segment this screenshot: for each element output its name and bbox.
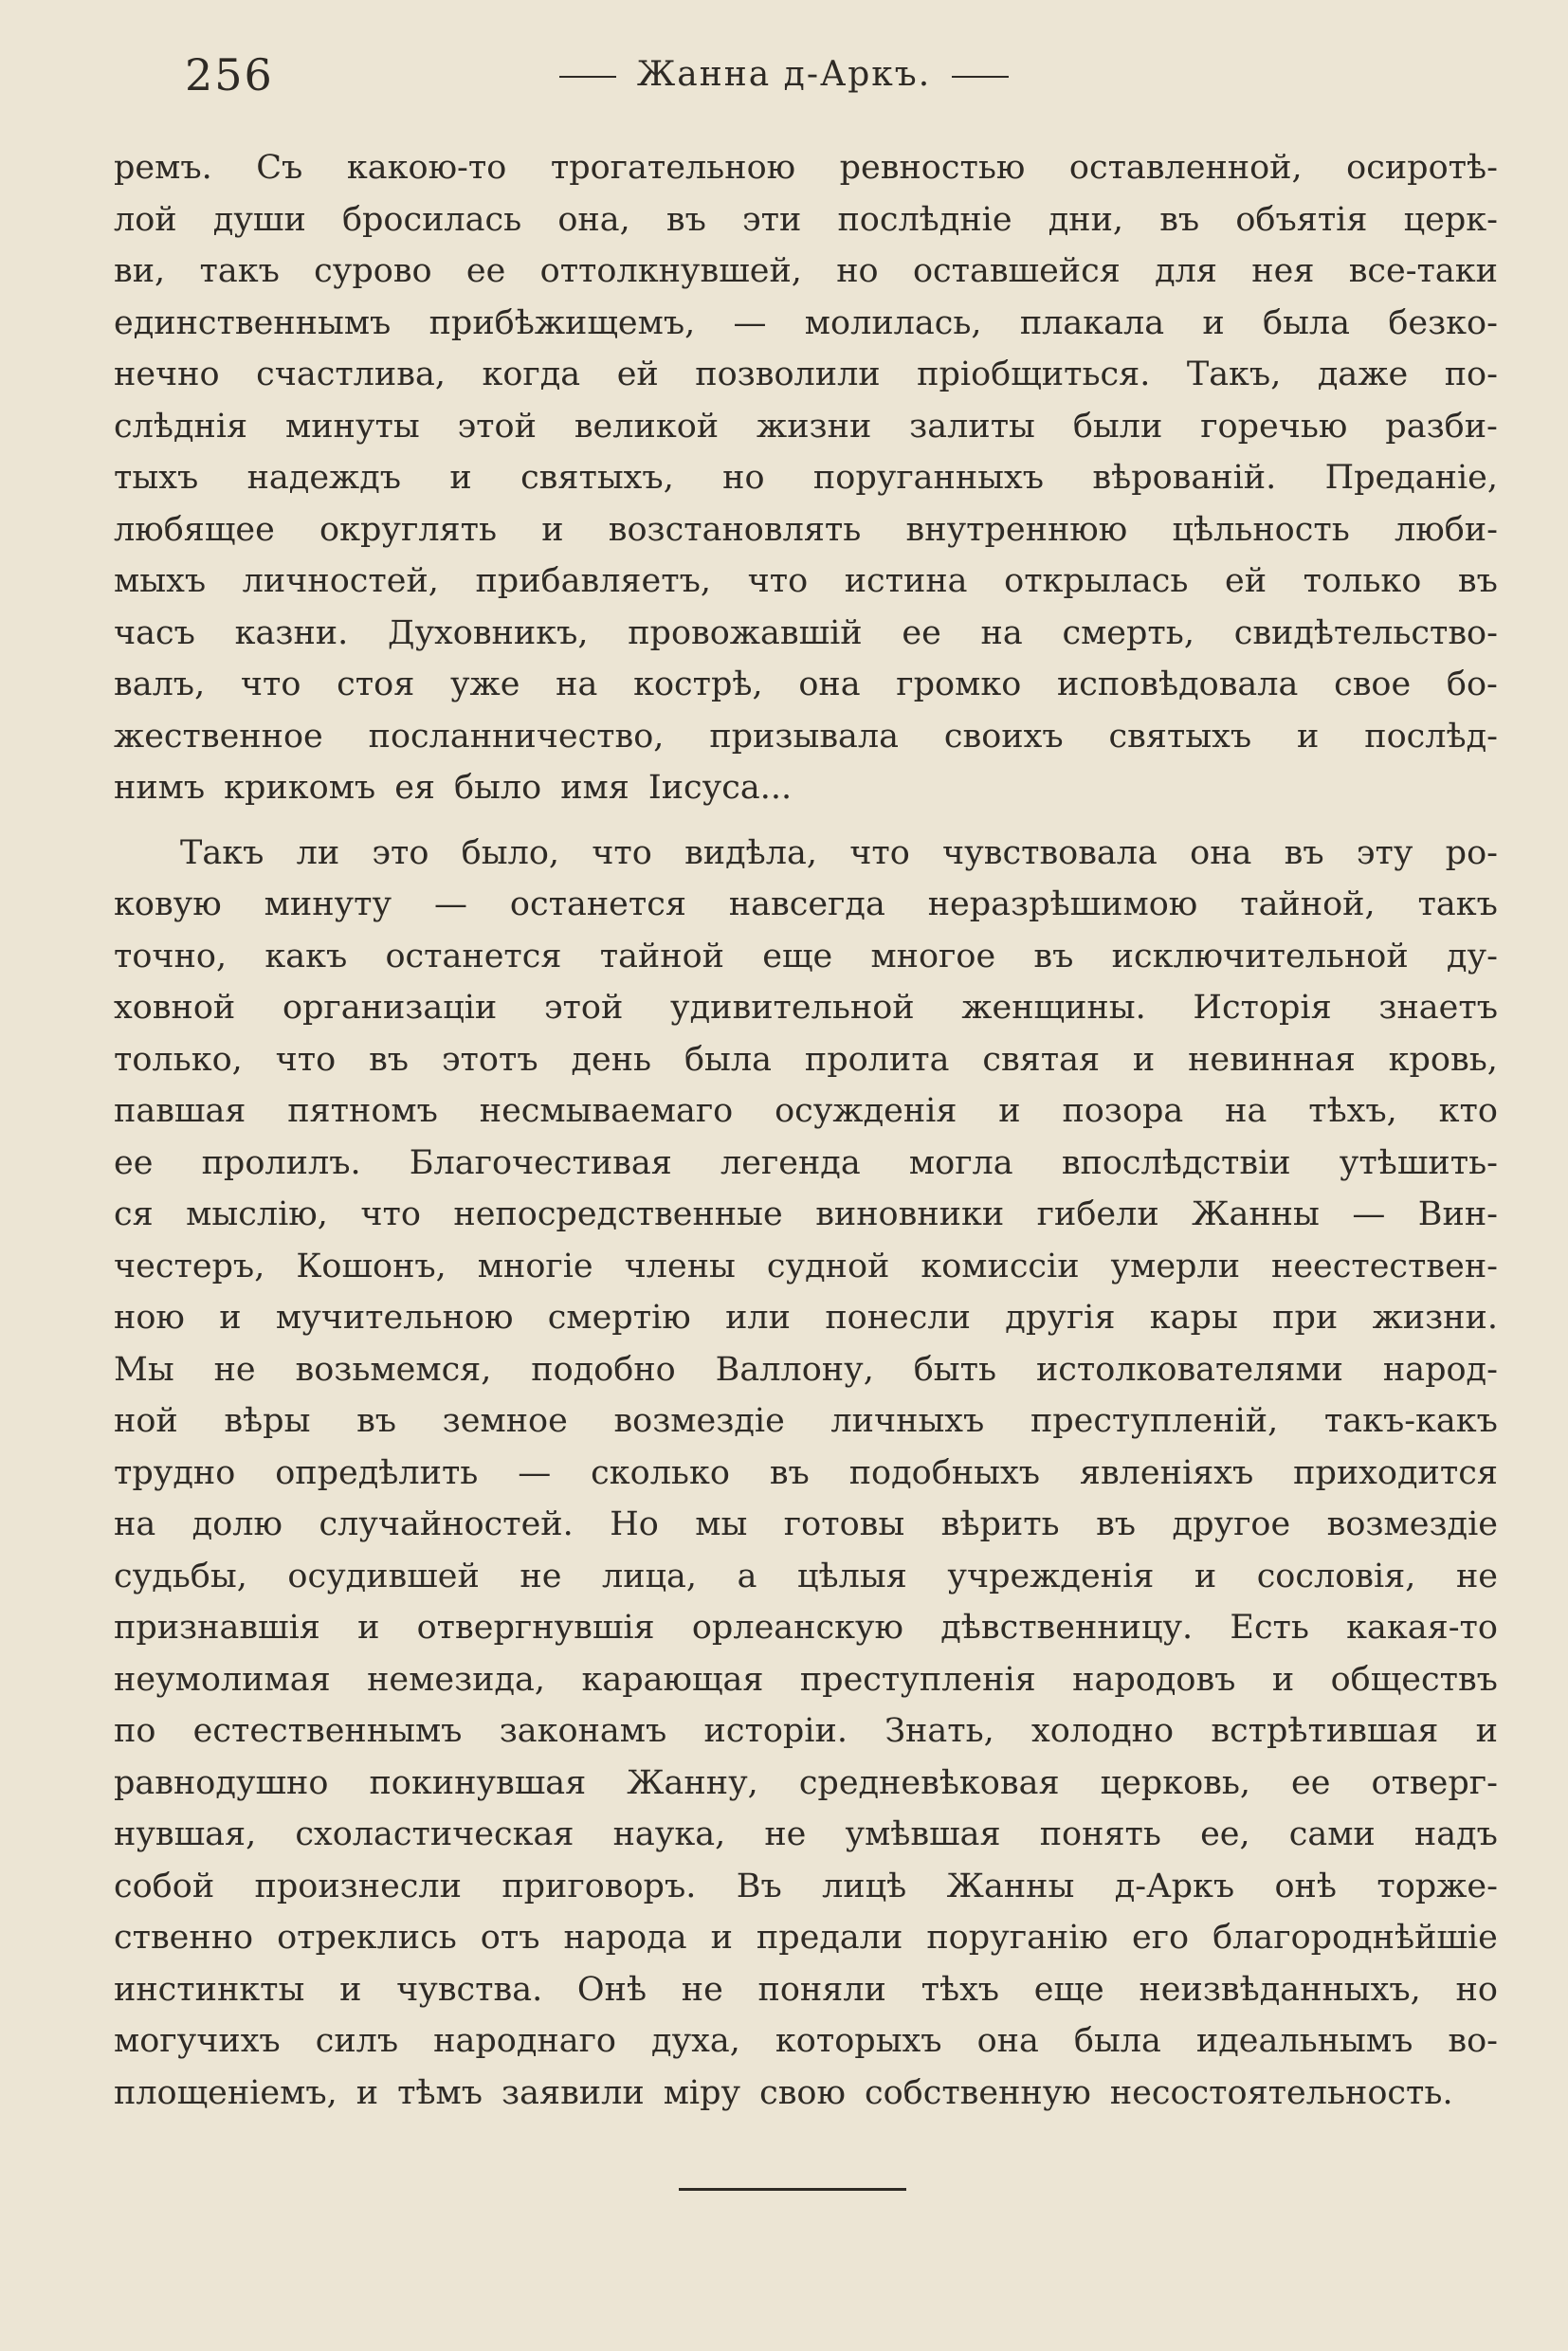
- text-line: нувшая, схоластическая наука, не умѣвшая понять ее, сами надъ: [114, 1815, 1498, 1853]
- closing-rule: [679, 2188, 906, 2191]
- text-line: Мы не возьмемся, подобно Валлону, быть истолкователями народ-: [114, 1350, 1498, 1389]
- text-line: по естественнымъ законамъ исторіи. Знать, холодно встрѣтившая и: [114, 1712, 1498, 1750]
- text-line: ственно отреклись отъ народа и предали поруганію его благороднѣйшіе: [114, 1919, 1498, 1957]
- text-line: лой души бросилась она, въ эти послѣдніе дни, въ объятія церк-: [114, 200, 1498, 239]
- running-head-title: Жанна д-Аркъ.: [636, 55, 932, 94]
- text-line: жественное посланничество, призывала своихъ святыхъ и послѣд-: [114, 717, 1498, 756]
- text-line: валъ, что стоя уже на кострѣ, она громко исповѣдовала свое бо-: [114, 665, 1498, 703]
- text-line: ною и мучительною смертію или понесли другія кары при жизни.: [114, 1299, 1498, 1337]
- text-line: неумолимая немезида, карающая преступленія народовъ и обществъ: [114, 1660, 1498, 1699]
- text-line: тыхъ надеждъ и святыхъ, но поруганныхъ вѣрованій. Преданіе,: [114, 459, 1498, 497]
- text-line: часъ казни. Духовникъ, провожавшій ее на смерть, свидѣтельство-: [114, 613, 1498, 652]
- text-line: нечно счастлива, когда ей позволили пріобщиться. Такъ, даже по-: [114, 355, 1498, 393]
- text-line: ховной организаціи этой удивительной женщины. Исторія знаетъ: [114, 989, 1498, 1027]
- text-line: только, что въ этотъ день была пролита святая и невинная кровь,: [114, 1040, 1498, 1079]
- text-line: честеръ, Кошонъ, многіе члены судной комиссіи умерли неестествен-: [114, 1247, 1498, 1285]
- header-dash-right: [952, 76, 1009, 78]
- header-dash-left: [559, 76, 616, 78]
- text-line: ремъ. Съ какою-то трогательною ревностью оставленной, осиротѣ-: [114, 149, 1498, 187]
- text-line: ви, такъ сурово ее оттолкнувшей, но оставшейся для нея все-таки: [114, 252, 1498, 290]
- running-head: [0, 55, 1568, 94]
- text-line: равнодушно покинувшая Жанну, средневѣковая церковь, ее отверг-: [114, 1763, 1498, 1802]
- text-line: площеніемъ, и тѣмъ заявили міру свою собственную несостоятельность.: [114, 2073, 1453, 2112]
- text-line: нимъ крикомъ ея было имя Іисуса...: [114, 769, 793, 807]
- text-line: павшая пятномъ несмываемаго осужденія и позора на тѣхъ, кто: [114, 1092, 1498, 1130]
- text-line: любящее округлять и возстановлять внутреннюю цѣльность люби-: [114, 510, 1498, 549]
- page-header: [0, 49, 1568, 106]
- paragraph: [114, 828, 1498, 2120]
- paragraph: [114, 142, 1498, 814]
- text-line: на долю случайностей. Но мы готовы вѣрить въ другое возмездіе: [114, 1505, 1498, 1543]
- text-line: признавшія и отвергнувшія орлеанскую дѣвственницу. Есть какая-то: [114, 1609, 1498, 1647]
- paragraph-gap: [114, 814, 1498, 828]
- text-line: трудно опредѣлить — сколько въ подобныхъ явленіяхъ приходится: [114, 1453, 1498, 1492]
- text-line: точно, какъ останется тайной еще многое въ исключительной ду-: [114, 937, 1498, 975]
- text-line: судьбы, осудившей не лица, а цѣлыя учрежденія и сословія, не: [114, 1557, 1498, 1595]
- text-line: могучихъ силъ народнаго духа, которыхъ она была идеальнымъ во-: [114, 2022, 1498, 2060]
- text-line: ной вѣры въ земное возмездіе личныхъ преступленій, такъ-какъ: [114, 1402, 1498, 1440]
- text-line: мыхъ личностей, прибавляетъ, что истина открылась ей только въ: [114, 562, 1498, 600]
- page-number: 256: [185, 49, 274, 100]
- text-line: собой произнесли приговоръ. Въ лицѣ Жанны д-Аркъ онѣ торже-: [114, 1867, 1498, 1905]
- text-line: ковую минуту — останется навсегда неразрѣшимою тайной, такъ: [114, 885, 1498, 923]
- text-line: инстинкты и чувства. Онѣ не поняли тѣхъ еще неизвѣданныхъ, но: [114, 1970, 1498, 2009]
- text-line: единственнымъ прибѣжищемъ, — молилась, плакала и была безко-: [114, 303, 1498, 342]
- body-text: [114, 142, 1498, 2119]
- text-line: ся мыслію, что непосредственные виновники гибели Жанны — Вин-: [114, 1195, 1498, 1233]
- text-line: слѣднія минуты этой великой жизни залиты были горечью разби-: [114, 407, 1498, 446]
- text-line: Такъ ли это было, что видѣла, что чувствовала она въ эту ро-: [180, 833, 1498, 872]
- text-line: ее пролилъ. Благочестивая легенда могла впослѣдствіи утѣшить-: [114, 1143, 1498, 1182]
